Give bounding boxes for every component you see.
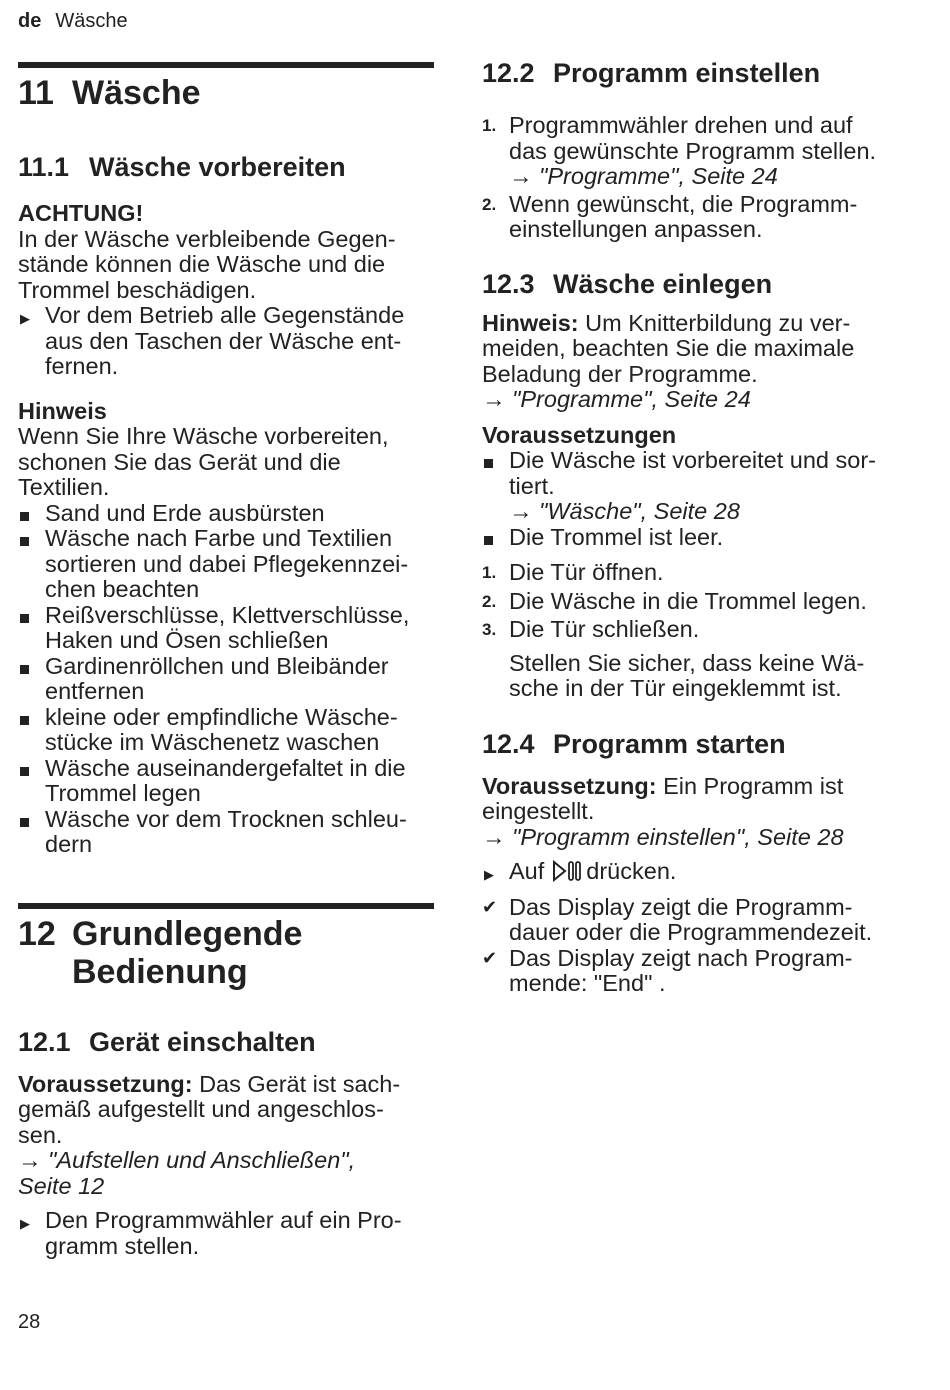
language-code: de [18,10,42,32]
list-item: Wäsche vor dem Trocknen schleu- dern [18,807,434,858]
warning-block [18,201,434,380]
note-text: Wenn Sie Ihre Wäsche vorbereiten, schonen Sie das Gerät und die Textilien. [18,423,389,500]
list-item: Gardinenröllchen und Bleibänder entfernen [18,654,434,705]
prerequisites-block: Voraussetzungen Die Wäsche ist vorbereitet und sor- tiert. → "Wäsche", Seite 28 Die Trommel ist leer. [482,423,922,551]
warning-label: ACHTUNG! [18,200,144,226]
steps-list [482,113,922,243]
list-item: Wäsche auseinandergefaltet in die Trommel legen [18,756,434,807]
action-list [482,859,922,888]
arrow-icon: → [482,386,513,412]
page-header [18,10,128,33]
right-column [482,58,922,997]
arrow-icon: → [509,498,540,524]
step-item: 1. Programmwähler drehen und auf das gewünschte Programm stellen. → "Programme", Seite 24 [482,112,877,189]
section-12-2-title: 12.2 Programm einstellen [482,58,821,88]
step-item: 1. Die Tür öffnen. [482,559,664,585]
header-title: Wäsche [55,10,128,32]
chapter-rule [18,62,434,68]
section-12-3-title: 12.3 Wäsche einlegen [482,268,773,299]
step-item: 3. Die Tür schließen. [482,616,700,642]
start-pause-icon [552,860,582,888]
note-label: Hinweis [18,397,107,424]
arrow-icon: → [482,823,513,850]
list-item: Reißverschlüsse, Klettverschlüsse, Haken und Ösen schließen [18,603,434,654]
prerequisite-block: Voraussetzung: Ein Programm ist eingestellt. → "Programm einstellen", Seite 28 [482,772,844,850]
page-number: 28 [18,1311,41,1333]
cross-reference: → "Aufstellen und Anschließen", [18,1147,356,1173]
left-column [18,62,434,1259]
list-item: Die Wäsche ist vorbereitet und sor- tiert. → "Wäsche", Seite 28 [482,448,922,525]
followup-text: Stellen Sie sicher, dass keine Wä- sche in der Tür eingeklemmt ist. [509,649,865,701]
prerequisite-block: Voraussetzung: Das Gerät ist sach- gemäß aufgestellt und angeschlos- sen. → "Aufstellen und Anschließen", Seite 12 [18,1072,434,1200]
section-12-1-title: 12.1 Gerät einschalten [18,1026,316,1057]
preparation-tips-list [18,501,434,858]
steps-list [482,560,922,643]
arrow-icon: → [509,163,540,189]
chapter-rule [18,903,434,909]
step-item: 2. Die Wäsche in die Trommel legen. [482,587,867,614]
note-block: Hinweis: Um Knitterbildung zu ver- meiden, beachten Sie die maximale Beladung der Programme. → "Programme", Seite 24 [482,309,855,412]
arrow-icon: → [18,1147,49,1173]
result-item: ✔ Das Display zeigt die Programm- dauer oder die Programmendezeit. [482,893,873,945]
prerequisite-label: Voraussetzung: [18,1070,193,1097]
checkmark-icon: ✔ [482,896,498,917]
chapter-11-title: 11 Wäsche [18,74,201,112]
list-item: Sand und Erde ausbürsten [18,501,434,527]
result-item: ✔ Das Display zeigt nach Program- mende: "End" . [482,944,853,996]
results-list [482,895,922,997]
chapter-12-title: 12 Grundlegende Bedienung [18,914,303,991]
section-12-4-title: 12.4 Programm starten [482,728,786,759]
action-list: ▶ Den Programmwähler auf ein Pro- gramm stellen. [20,1207,402,1259]
checkmark-icon: ✔ [482,947,498,968]
list-item: Die Trommel ist leer. [482,525,922,551]
section-11-1-title: 11.1 Wäsche vorbereiten [18,152,346,182]
warning-text: In der Wäsche verbleibende Gegen- stände können die Wäsche und die Trommel beschädigen. [18,225,396,303]
action-item: ▶ Auf drücken. [482,859,922,888]
list-item: Wäsche nach Farbe und Textilien sortieren und dabei Pflegekennzei- chen beachten [18,526,434,603]
warning-action: ▶ Vor dem Betrieb alle Gegenstände aus den Taschen der Wäsche ent- fernen. [20,302,405,379]
note-block [18,399,434,858]
list-item: kleine oder empfindliche Wäsche- stücke im Wäschenetz waschen [18,705,434,756]
step-item: 2. Wenn gewünscht, die Programm- einstellungen anpassen. [482,190,858,242]
